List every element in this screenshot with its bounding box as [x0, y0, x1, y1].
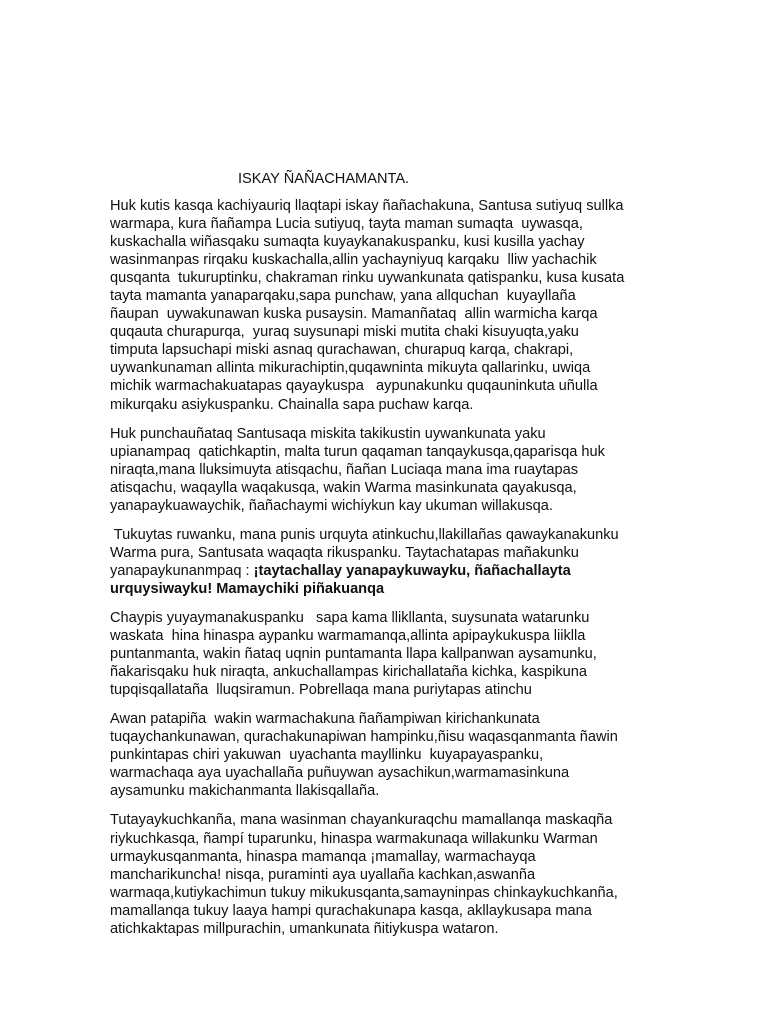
paragraph-5	[110, 710, 670, 800]
text-line: kuskachalla wiñasqaku sumaqta kuyaykanakuspanku, kusi kusilla yachay	[110, 234, 585, 251]
text-line: timputa lapsuchapi miski asnaq qurachawan, churapuq karqa, chakrapi,	[110, 342, 574, 359]
text-line: warmaqa,kutiykachimun tukuy mikukusqanta,samayninpas chinkaykuchkanña,	[110, 884, 618, 901]
paragraph-1	[110, 197, 670, 414]
text-line: Warma pura, Santusata waqaqta rikuspanku. Taytachatapas mañakunku	[110, 544, 579, 561]
text-line: mamallanqa tukuy laaya hampi qurachakunapa kasqa, akllaykusapa mana	[110, 902, 592, 919]
text-line: ñaupan uywakunawan kuska pusaysin. Mamanñataq allin warmicha karqa	[110, 306, 598, 323]
paragraph-6	[110, 811, 670, 937]
document-title: ISKAY ÑAÑACHAMANTA.	[238, 171, 410, 187]
text-line: Huk punchauñataq Santusaqa miskita takikustin uywankunata yaku	[110, 425, 546, 442]
bold-text-run: ¡taytachallay yanapaykuwayku, ñañachallayta	[253, 562, 571, 579]
text-line: atisqachu, waqaylla waqakusqa, wakin Warma masinkunata qayakusqa,	[110, 479, 577, 496]
document-body	[110, 197, 670, 949]
text-line: Chaypis yuyaymanakuspanku sapa kama llikllanta, suysunata watarunku	[110, 609, 590, 626]
text-line: tayta mamanta yanaparqaku,sapa punchaw, yana allquchan kuyayllaña	[110, 288, 576, 305]
text-line: Awan patapiña wakin warmachakuna ñañampiwan kirichankunata	[110, 711, 540, 728]
text-line: tuqaychankunawan, qurachakunapiwan hampinku,ñisu waqasqanmanta ñawin	[110, 729, 618, 746]
text-line: mancharikuncha! nisqa, puraminti aya uyallaña kachkan,aswanña	[110, 866, 536, 883]
text-line: Huk kutis kasqa kachiyauriq llaqtapi iskay ñañachakuna, Santusa sutiyuq sullka	[110, 198, 624, 214]
paragraph-3	[110, 526, 670, 598]
text-line: tupqisqallataña lluqsiramun. Pobrellaqa mana puriytapas atinchu	[110, 682, 532, 699]
text-line: yanapaykuawaychik, ñañachaymi wichiykun kay ukuman willakusqa.	[110, 497, 553, 514]
text-line: ñakarisqaku huk niraqta, ankuchallampas kirichallataña kichka, kaspikuna	[110, 664, 587, 681]
text-line: warmachaqa aya uyachallaña puñuywan aysachikun,warmamasinkuna	[110, 765, 570, 782]
text-line: waskata hina hinaspa aypanku warmamanqa,allinta apipaykukuspa liiklla	[110, 628, 586, 645]
text-line: punkintapas chiri yakuwan uyachanta mayllinku kuyapayaspanku,	[110, 747, 544, 764]
text-line: urmaykusqanmanta, hinaspa mamanqa ¡mamallay, warmachayqa	[110, 848, 536, 865]
text-line: upianampaq qatichkaptin, malta turun qaqaman tanqaykusqa,qaparisqa huk	[110, 443, 605, 460]
text-line: aysamunku makichanmanta llakisqallaña.	[110, 783, 380, 800]
mixed-text-line	[110, 562, 670, 580]
bold-text-line: urquysiwayku! Mamaychiki piñakuanqa	[110, 580, 385, 597]
paragraph-4	[110, 609, 670, 699]
text-line: niraqta,mana lluksimuyta atisqachu, ñañan Luciaqa mana ima ruaytapas	[110, 461, 579, 478]
text-line: warmapa, kura ñañampa Lucia sutiyuq, tayta maman sumaqta uywasqa,	[110, 216, 583, 233]
text-line: mikurqaku asiykuspanku. Chainalla sapa puchaw karqa.	[110, 396, 474, 413]
text-line: wasinmanpas rirqaku kuskachalla,allin yachayniyuq karqaku lliw yachachik	[110, 252, 597, 269]
paragraph-2	[110, 425, 670, 515]
text-line: uywankunaman allinta mikurachiptin,quqawninta mikuyta qallarinku, uwiqa	[110, 360, 591, 377]
text-line: michik warmachakuatapas qayaykuspa aypunakunku quqauninkuta uñulla	[110, 378, 598, 395]
text-line: puntanmanta, wakin ñataq uqnin puntamanta llapa kallpanwan aysamunku,	[110, 646, 597, 663]
text-line: riykuchkasqa, ñampí tuparunku, hinaspa warmakunaqa willakunku Warman	[110, 830, 598, 847]
text-line: Tutayaykuchkanña, mana wasinman chayankuraqchu mamallanqa maskaqña	[110, 812, 613, 829]
text-line: Tukuytas ruwanku, mana punis urquyta atinkuchu,llakillañas qawaykanakunku	[110, 526, 619, 543]
text-line: qusqanta tukuruptinku, chakraman rinku uywankunata qatispanku, kusa kusata	[110, 270, 625, 287]
text-line: quqauta churapurqa, yuraq suysunapi miski mutita chaki kisuyuqta,yaku	[110, 324, 579, 341]
text-line: atichkaktapas millpurachin, umankunata ñitiykuspa wataron.	[110, 920, 499, 937]
text-run: yanapaykunanmpaq :	[110, 562, 254, 579]
